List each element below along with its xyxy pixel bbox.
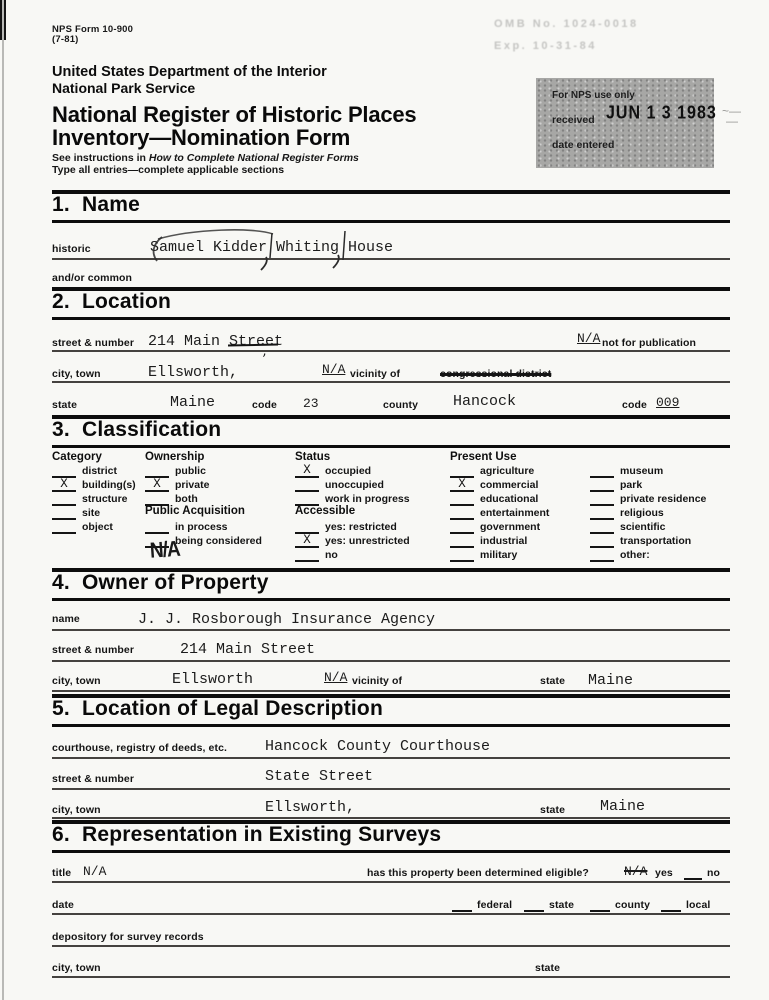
checkbox-row xyxy=(450,547,517,562)
handwritten-apostrophe: ’ xyxy=(262,352,267,368)
department-title: United States Department of the Interior xyxy=(52,64,327,80)
legal-state-value: Maine xyxy=(600,798,646,815)
checkbox-label: transportation xyxy=(620,535,692,547)
eligible-no-label: no xyxy=(707,867,721,879)
checkbox-line xyxy=(52,491,76,506)
checkbox-row xyxy=(52,491,128,506)
checkbox-line xyxy=(450,547,474,562)
eligible-na-value: N/A xyxy=(624,864,648,879)
historic-label: historic xyxy=(52,243,91,255)
owner-city-value: Ellsworth xyxy=(172,671,254,688)
form-number: NPS Form 10-900 xyxy=(52,24,134,35)
owner-street-underline xyxy=(52,660,730,662)
eligible-label: has this property been determined eligible? xyxy=(367,867,589,879)
section4-heading: 4. Owner of Property xyxy=(52,571,269,594)
nps-use-stamp-box xyxy=(536,78,717,168)
checkbox-label: in process xyxy=(175,521,228,533)
date-entered-label: date entered xyxy=(552,139,615,151)
instructions-line2: Type all entries—complete applicable sections xyxy=(52,164,285,176)
federal-label: federal xyxy=(477,899,513,911)
city-town-value: Ellsworth, xyxy=(148,364,239,381)
checkbox-line xyxy=(590,477,614,492)
section5-bottom-bar xyxy=(52,724,730,727)
county-blank-line xyxy=(590,910,610,912)
checkbox-row xyxy=(52,463,117,478)
legal-street-label: street & number xyxy=(52,773,135,785)
checkbox-label: unoccupied xyxy=(325,479,384,491)
no-blank-line xyxy=(684,878,702,880)
checkbox-label: commercial xyxy=(480,479,539,491)
checkbox-line: X xyxy=(450,477,474,492)
common-name-label: and/or common xyxy=(52,272,133,284)
city-underline xyxy=(52,381,730,383)
na-vicinity: N/A xyxy=(322,362,346,377)
checkbox-label: religious xyxy=(620,507,664,519)
code-label-2: code xyxy=(622,399,647,411)
checkbox-label: no xyxy=(325,549,338,561)
checkbox-line xyxy=(450,533,474,548)
section1-heading: 1. Name xyxy=(52,193,140,216)
legal-street-value: State Street xyxy=(265,768,374,785)
checkbox-line xyxy=(450,519,474,534)
instructions-book-title: How to Complete National Register Forms xyxy=(148,152,359,164)
checkbox-line xyxy=(450,491,474,506)
checkbox-label: object xyxy=(82,521,113,533)
checkbox-label: educational xyxy=(480,493,539,505)
checkbox-line xyxy=(145,463,169,478)
checkbox-line xyxy=(590,505,614,520)
courthouse-value: Hancock County Courthouse xyxy=(265,738,491,755)
received-date-stamp: JUN 1 3 1983 xyxy=(606,103,717,124)
checkbox-row xyxy=(52,519,113,534)
checkbox-line xyxy=(590,463,614,478)
checkbox-label: private xyxy=(175,479,210,491)
section3-bottom-bar xyxy=(52,445,730,448)
county-level-label: county xyxy=(615,899,651,911)
vicinity-of-label: vicinity of xyxy=(350,368,401,380)
checkbox-line xyxy=(295,477,319,492)
checkbox-line: X xyxy=(295,533,319,548)
checkbox-line xyxy=(295,519,319,534)
checkbox-label: military xyxy=(480,549,518,561)
checkbox-label: government xyxy=(480,521,541,533)
checkbox-line xyxy=(52,505,76,520)
state-label: state xyxy=(52,399,78,411)
form-title-line2: Inventory—Nomination Form xyxy=(52,125,351,150)
county-value: Hancock xyxy=(453,393,517,410)
checkbox-label: work in progress xyxy=(325,493,410,505)
checkbox-label: building(s) xyxy=(82,479,136,491)
checkbox-line xyxy=(590,533,614,548)
ownership-header: Ownership xyxy=(145,451,205,463)
checkbox-row xyxy=(450,519,540,534)
accessible-header: Accessible xyxy=(295,505,356,517)
section1-top-bar xyxy=(52,190,730,194)
checkbox-row xyxy=(52,505,100,520)
checkbox-label: yes: restricted xyxy=(325,521,397,533)
omb-exp-faint: Exp. 10-31-84 xyxy=(494,40,597,52)
public-acquisition-header: Public Acquisition xyxy=(145,505,245,517)
checkbox-row xyxy=(145,477,209,492)
owner-city-label: city, town xyxy=(52,675,101,687)
not-for-publication-label: not for publication xyxy=(602,337,697,349)
legal-street-underline xyxy=(52,788,730,790)
state-blank-line xyxy=(524,910,544,912)
survey-date-label: date xyxy=(52,899,74,911)
checkbox-row xyxy=(590,533,691,548)
courthouse-label: courthouse, registry of deeds, etc. xyxy=(52,742,228,754)
present-use-header: Present Use xyxy=(450,451,517,463)
owner-name-label: name xyxy=(52,613,80,625)
state-level-label: state xyxy=(549,899,575,911)
local-label: local xyxy=(686,899,711,911)
owner-name-underline xyxy=(52,629,730,631)
checkbox-label: occupied xyxy=(325,465,372,477)
checkbox-label: entertainment xyxy=(480,507,550,519)
handwritten-dash2: — xyxy=(726,114,738,128)
checkbox-label: agriculture xyxy=(480,465,535,477)
section6-heading: 6. Representation in Existing Surveys xyxy=(52,823,442,846)
checkbox-row xyxy=(590,477,642,492)
checkbox-label: yes: unrestricted xyxy=(325,535,410,547)
street-number-label: street & number xyxy=(52,337,135,349)
code-label: code xyxy=(252,399,277,411)
instructions-line1 xyxy=(52,152,359,164)
county-label: county xyxy=(383,399,419,411)
checkbox-line xyxy=(145,491,169,506)
depository-underline xyxy=(52,945,730,947)
checkbox-label: other: xyxy=(620,549,650,561)
checkbox-row xyxy=(145,491,198,506)
street-underline xyxy=(52,350,730,352)
congressional-district-struck: congressional district xyxy=(440,368,552,380)
checkbox-row xyxy=(450,491,538,506)
depository-label: depository for survey records xyxy=(52,931,204,943)
checkbox-label: structure xyxy=(82,493,128,505)
owner-state-label: state xyxy=(540,675,566,687)
survey-title-label: title xyxy=(52,867,72,879)
omb-number-faint: OMB No. 1024-0018 xyxy=(494,18,639,30)
checkbox-line: X xyxy=(52,477,76,492)
checkbox-line xyxy=(590,491,614,506)
checkbox-row xyxy=(590,463,663,478)
checkbox-line xyxy=(450,505,474,520)
legal-city-underline xyxy=(52,817,730,819)
checkbox-row xyxy=(590,491,706,506)
owner-street-value: 214 Main Street xyxy=(180,641,316,658)
checkbox-row xyxy=(295,491,410,506)
for-nps-use-only-label: For NPS use only xyxy=(552,90,635,101)
checkbox-label: industrial xyxy=(480,535,528,547)
checkbox-row xyxy=(295,533,410,548)
checkbox-row xyxy=(52,477,136,492)
instructions-prefix: See instructions in xyxy=(52,152,149,164)
checkbox-label: site xyxy=(82,507,101,519)
checkbox-line xyxy=(450,463,474,478)
section6-bottom-bar xyxy=(52,850,730,853)
checkbox-label: being considered xyxy=(175,535,262,547)
survey-city-underline xyxy=(52,976,730,978)
form-revision: (7-81) xyxy=(52,34,79,45)
section2-heading: 2. Location xyxy=(52,290,172,313)
legal-city-label: city, town xyxy=(52,804,101,816)
checkbox-row xyxy=(450,477,538,492)
checkbox-row xyxy=(295,463,371,478)
survey-title-underline xyxy=(52,881,730,883)
street-number-value: 214 Main Street xyxy=(148,333,284,350)
checkbox-line xyxy=(590,547,614,562)
owner-name-value: J. J. Rosborough Insurance Agency xyxy=(138,611,436,628)
checkbox-line xyxy=(52,519,76,534)
checkbox-row xyxy=(450,505,549,520)
historic-name-value: Samuel Kidder Whiting House xyxy=(150,239,394,256)
checkbox-line xyxy=(52,463,76,478)
checkbox-row xyxy=(295,547,338,562)
owner-city-underline xyxy=(52,690,730,692)
checkbox-row xyxy=(295,519,397,534)
na-not-for-publication: N/A xyxy=(577,331,601,346)
checkbox-line: X xyxy=(295,463,319,478)
checkbox-label: both xyxy=(175,493,198,505)
survey-title-value: N/A xyxy=(83,864,107,879)
handwritten-edit-marks xyxy=(138,222,398,277)
checkbox-label: district xyxy=(82,465,118,477)
section4-bottom-bar xyxy=(52,598,730,601)
checkbox-label: private residence xyxy=(620,493,707,505)
scan-edge-line xyxy=(2,0,4,1000)
state-value: Maine xyxy=(170,394,216,411)
survey-city-label: city, town xyxy=(52,962,101,974)
form-title-line1: National Register of Historic Places xyxy=(52,102,417,127)
checkbox-row xyxy=(145,519,228,534)
section2-bottom-bar xyxy=(52,317,730,320)
checkbox-line xyxy=(295,491,319,506)
checkbox-label: scientific xyxy=(620,521,666,533)
agency-title: National Park Service xyxy=(52,80,196,96)
checkbox-label: museum xyxy=(620,465,664,477)
legal-city-value: Ellsworth, xyxy=(265,799,356,816)
local-blank-line xyxy=(661,910,681,912)
owner-vicinity-label: vicinity of xyxy=(352,675,403,687)
owner-street-label: street & number xyxy=(52,644,135,656)
checkbox-row xyxy=(590,505,664,520)
courthouse-underline xyxy=(52,757,730,759)
checkbox-row xyxy=(450,463,534,478)
checkbox-row xyxy=(145,463,206,478)
checkbox-line xyxy=(590,519,614,534)
eligible-yes-label: yes xyxy=(655,867,673,879)
checkbox-row xyxy=(590,547,650,562)
checkbox-row xyxy=(450,533,527,548)
checkbox-label: park xyxy=(620,479,643,491)
checkbox-line xyxy=(145,519,169,534)
handwritten-dash: ~— xyxy=(722,104,742,118)
received-label: received xyxy=(552,114,595,126)
owner-state-value: Maine xyxy=(588,672,634,689)
status-header: Status xyxy=(295,451,331,463)
category-header: Category xyxy=(52,451,102,463)
checkbox-line xyxy=(295,547,319,562)
checkbox-line: X xyxy=(145,477,169,492)
county-code-value: 009 xyxy=(656,395,680,410)
section3-heading: 3. Classification xyxy=(52,418,222,441)
survey-date-underline xyxy=(52,913,730,915)
city-town-label: city, town xyxy=(52,368,101,380)
state-code-value: 23 xyxy=(303,396,319,411)
legal-state-label: state xyxy=(540,804,566,816)
section5-heading: 5. Location of Legal Description xyxy=(52,697,383,720)
checkbox-label: public xyxy=(175,465,206,477)
survey-state-label: state xyxy=(535,962,561,974)
handwritten-na: N/A xyxy=(149,537,181,564)
checkbox-row xyxy=(295,477,384,492)
checkbox-row xyxy=(590,519,666,534)
federal-blank-line xyxy=(452,910,472,912)
owner-na-vicinity: N/A xyxy=(324,670,348,685)
